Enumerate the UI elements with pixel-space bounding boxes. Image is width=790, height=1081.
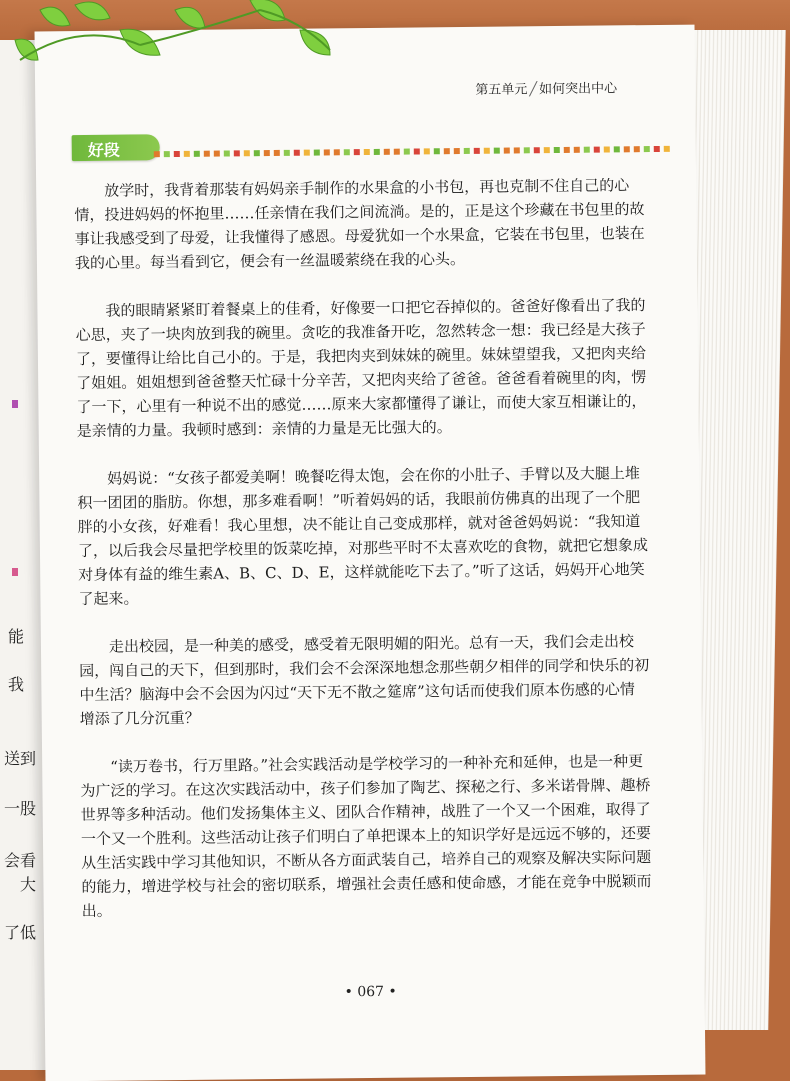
- decorative-dot: [664, 146, 670, 152]
- decorative-dot: [214, 151, 220, 157]
- decorative-dot: [444, 148, 450, 154]
- decorative-dot: [264, 150, 270, 156]
- body-text: [74, 173, 652, 947]
- decorative-dot: [244, 150, 250, 156]
- decorative-dot: [504, 148, 510, 154]
- decorative-dot: [534, 147, 540, 153]
- paragraph: “读万卷书，行万里路。”社会实践活动是学校学习的一种补充和延伸，也是一种更为广泛的学习。在这次实践活动中，孩子们参加了陶艺、探秘之行、多米诺骨牌、趣桥世界等多种活动。他们发扬集体主义、团队合作精神，战胜了一个又一个困难，取得了一个又一个胜利。这些活动让孩子们明白了单把课本上的知识学好是远远不够的，还要从生活实践中学习其他知识，不断从各方面武装自己，培养自己的观察及解决实际问题的能力，增进学校与社会的密切联系，增强社会责任感和使命感，才能在竞争中脱颖而出。: [80, 752, 652, 921]
- decorative-dot: [614, 146, 620, 152]
- decorative-dot: [484, 148, 490, 154]
- left-page-fragment: 了低: [4, 923, 37, 942]
- pink-margin-mark: [12, 568, 18, 576]
- decorative-dot: [284, 150, 290, 156]
- decorative-dot: [414, 148, 420, 154]
- paragraph: 我的眼睛紧紧盯着餐桌上的佳肴，好像要一口把它吞掉似的。爸爸好像看出了我的心思，夹了一块肉放到我的碗里。贪吃的我准备开吃，忽然转念一想：我已经是大孩子了，要懂得让给比自己小的。于是，我把肉夹到妹妹的碗里。妹妹望望我，又把肉夹给了姐姐。姐姐想到爸爸整天忙碌十分辛苦，又把肉夹给了爸爸。爸爸看着碗里的肉，愣了一下，心里有一种说不出的感觉……原来大家都懂得了谦让，而使大家互相谦让的，是亲情的力量。我顿时感到：亲情的力量是无比强大的。: [75, 296, 647, 441]
- decorative-dot: [544, 147, 550, 153]
- header-separator: ╱: [529, 82, 538, 98]
- decorative-dot: [224, 150, 230, 156]
- decorative-dot: [584, 147, 590, 153]
- decorative-dot: [464, 148, 470, 154]
- decorative-dot: [304, 150, 310, 156]
- decorative-dot: [374, 149, 380, 155]
- decorative-dot: [424, 148, 430, 154]
- decorative-dot: [314, 150, 320, 156]
- left-page-fragment: 会看: [4, 851, 37, 870]
- decorative-dot: [294, 150, 300, 156]
- decorative-dot: [564, 147, 570, 153]
- decorative-dot: [274, 150, 280, 156]
- decorative-dot: [634, 146, 640, 152]
- decorative-dot-row: [154, 137, 674, 152]
- decorative-dot: [524, 147, 530, 153]
- decorative-dot: [234, 150, 240, 156]
- decorative-dot: [654, 146, 660, 152]
- unit-topic: 如何突出中心: [539, 81, 618, 98]
- decorative-dot: [494, 148, 500, 154]
- decorative-dot: [174, 151, 180, 157]
- decorative-dot: [194, 151, 200, 157]
- decorative-dot: [474, 148, 480, 154]
- decorative-dot: [254, 150, 260, 156]
- decorative-dot: [364, 149, 370, 155]
- decorative-dot: [454, 148, 460, 154]
- decorative-dot: [204, 151, 210, 157]
- paragraph: 走出校园，是一种美的感受，感受着无限明媚的阳光。总有一天，我们会走出校园，闯自己的天下，但到那时，我们会不会深深地想念那些朝夕相伴的同学和快乐的初中生活？脑海中会不会因为闪过“天下无不散之筵席”这句话而使我们原本伤感的心情增添了几分沉重？: [79, 632, 650, 729]
- decorative-dot: [554, 147, 560, 153]
- section-tag: [72, 134, 160, 161]
- left-page-fragment: 送到: [4, 749, 37, 768]
- decorative-dot: [384, 149, 390, 155]
- decorative-dot: [334, 149, 340, 155]
- decorative-dot: [434, 148, 440, 154]
- decorative-dot: [344, 149, 350, 155]
- left-page-fragment: 一股: [4, 799, 37, 818]
- decorative-dot: [184, 151, 190, 157]
- decorative-dot: [404, 149, 410, 155]
- purple-margin-mark: [12, 400, 18, 408]
- left-page-fragment: 大: [20, 875, 37, 894]
- decorative-dot: [514, 147, 520, 153]
- decorative-dot: [164, 151, 170, 157]
- decorative-dot: [604, 146, 610, 152]
- decorative-dot: [324, 149, 330, 155]
- decorative-dot: [354, 149, 360, 155]
- decorative-dot: [594, 147, 600, 153]
- book-page: [35, 25, 706, 1081]
- left-page-fragment: 我: [8, 675, 25, 694]
- decorative-dot: [154, 151, 160, 157]
- section-tag-label: 好段: [87, 140, 120, 160]
- left-page-fragment: 能: [8, 627, 25, 646]
- decorative-dot: [394, 149, 400, 155]
- page-number: • 067 •: [344, 983, 397, 1001]
- decorative-dot: [644, 146, 650, 152]
- decorative-dot: [624, 146, 630, 152]
- decorative-leaves: [0, 0, 790, 90]
- unit-label: 第五单元: [475, 82, 528, 98]
- paragraph: 放学时，我背着那装有妈妈亲手制作的水果盒的小书包，再也克制不住自己的心情，投进妈妈的怀抱里……任亲情在我们之间流淌。是的，正是这个珍藏在书包里的故事让我感受到了母爱，让我懂得了感恩。母爱犹如一个水果盒，它装在书包里，也装在我的心里。每当看到它，便会有一丝温暖萦绕在我的心头。: [74, 176, 645, 273]
- decorative-dot: [574, 147, 580, 153]
- paragraph: 妈妈说：“女孩子都爱美啊！晚餐吃得太饱，会在你的小肚子、手臂以及大腿上堆积一团团的脂肪。你想，那多难看啊！”听着妈妈的话，我眼前仿佛真的出现了一个肥胖的小女孩，好难看！我心里想，决不能让自己变成那样，就对爸爸妈妈说：“我知道了，以后我会尽量把学校里的饭菜吃掉，对那些平时不太喜欢吃的食物，就把它想象成对身体有益的维生素A、B、C、D、E，这样就能吃下去了。”听了这话，妈妈开心地笑了起来。: [77, 464, 649, 609]
